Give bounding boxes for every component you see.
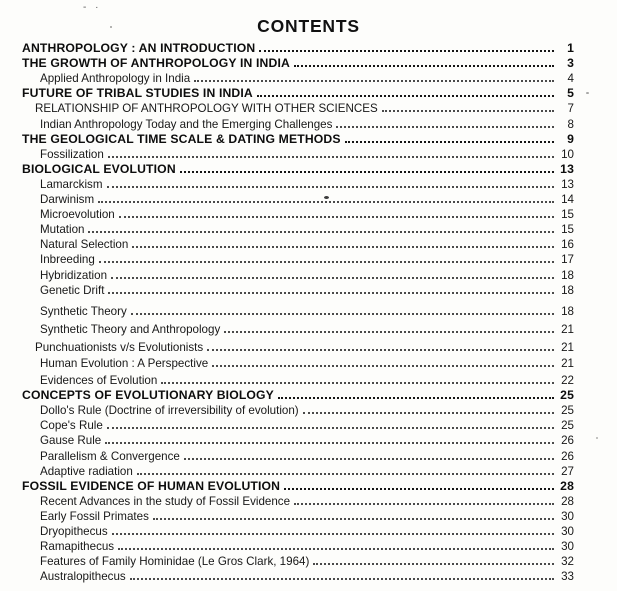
dot-leader (112, 533, 554, 535)
dot-leader (107, 186, 555, 188)
toc-entry (22, 282, 574, 297)
scan-speck (586, 92, 589, 94)
toc-entry-label: Ramapithecus (40, 540, 115, 554)
toc-entry-page: 28 (560, 478, 574, 493)
toc-entry-label: Gause Rule (40, 434, 102, 448)
dot-leader (98, 201, 554, 203)
toc-entry (22, 251, 574, 266)
toc-entry-page: 25 (561, 404, 574, 418)
toc-entry-label: FOSSIL EVIDENCE OF HUMAN EVOLUTION (22, 478, 281, 493)
toc-entry-page: 7 (567, 102, 574, 116)
toc-entry (22, 355, 574, 370)
dot-leader (284, 488, 554, 490)
toc-entry (22, 115, 574, 130)
dot-leader (108, 156, 554, 158)
dot-leader (184, 458, 554, 460)
toc-entry (22, 40, 574, 55)
toc-entry-label: Evidences of Evolution (40, 374, 158, 388)
toc-list (22, 40, 574, 583)
toc-entry (22, 387, 574, 402)
toc-entry-label: RELATIONSHIP OF ANTHROPOLOGY WITH OTHER SCIENCES (35, 102, 378, 116)
toc-entry (22, 568, 574, 583)
toc-entry-page: 30 (561, 525, 574, 538)
toc-entry (22, 161, 574, 176)
toc-entry (22, 493, 574, 508)
toc-entry-label: FUTURE OF TRIBAL STUDIES IN INDIA (22, 86, 253, 101)
toc-entry (22, 266, 574, 281)
toc-entry-label: ANTHROPOLOGY : AN INTRODUCTION (22, 41, 256, 56)
toc-entry-label: BIOLOGICAL EVOLUTION (22, 161, 176, 176)
toc-entry-label: Dryopithecus (40, 525, 108, 538)
dot-leader (194, 80, 554, 82)
toc-entry (22, 191, 574, 206)
dot-leader (107, 427, 554, 429)
toc-entry-page: 1 (567, 41, 574, 56)
dot-leader (137, 473, 554, 475)
dot-leader (153, 518, 554, 520)
toc-entry-page: 22 (561, 374, 574, 388)
dot-leader (382, 110, 554, 112)
page-title: CONTENTS (257, 15, 360, 36)
toc-entry-page: 30 (561, 540, 574, 554)
toc-entry (22, 523, 574, 538)
toc-entry-page: 21 (561, 356, 574, 370)
toc-entry (22, 372, 574, 387)
toc-entry-label: Applied Anthropology in India (40, 72, 191, 86)
scan-speck (324, 196, 329, 199)
toc-entry (22, 131, 574, 146)
toc-entry (22, 206, 574, 221)
toc-entry-label: Mutation (40, 223, 85, 237)
toc-entry-label: Dollo's Rule (Doctrine of irreversibility of evolution) (40, 404, 299, 418)
dot-leader (294, 65, 554, 67)
toc-entry-page: 13 (560, 161, 574, 176)
toc-entry-label: Synthetic Theory and Anthropology (40, 322, 221, 336)
toc-entry-page: 25 (560, 388, 574, 403)
toc-entry-page: 26 (561, 434, 574, 448)
dot-leader (161, 382, 554, 384)
toc-entry-page: 26 (561, 449, 574, 463)
toc-entry-page: 13 (561, 177, 574, 191)
scan-speck (110, 26, 112, 28)
toc-entry-page: 18 (561, 304, 574, 318)
toc-entry (22, 402, 574, 417)
toc-entry-page: 27 (561, 464, 574, 478)
dot-leader (336, 126, 554, 128)
toc-entry-page: 14 (561, 193, 574, 207)
toc-entry-label: Australopithecus (40, 570, 126, 584)
toc-entry-label: Hybridization (40, 268, 108, 282)
toc-entry-label: Inbreeding (40, 253, 95, 267)
toc-entry (22, 508, 574, 523)
toc-entry-label: Indian Anthropology Today and the Emerging Challenges (40, 117, 333, 131)
toc-entry (22, 478, 574, 493)
toc-entry (22, 447, 574, 462)
toc-entry (22, 236, 574, 251)
toc-entry-page: 32 (561, 555, 574, 569)
toc-entry-page: 17 (561, 253, 574, 267)
toc-entry (22, 463, 574, 478)
dot-leader (313, 563, 554, 565)
dot-leader (88, 231, 554, 233)
toc-entry-page: 9 (567, 131, 574, 146)
toc-entry-page: 10 (561, 147, 574, 161)
toc-entry-page: 18 (561, 268, 574, 282)
toc-entry-page: 8 (567, 117, 574, 131)
dot-leader (294, 503, 554, 505)
toc-entry (22, 146, 574, 161)
toc-entry-page: 25 (561, 419, 574, 433)
toc-entry (22, 100, 574, 115)
dot-leader (111, 277, 554, 279)
dot-leader (259, 50, 554, 52)
toc-entry-page: 28 (561, 494, 574, 508)
toc-entry-page: 16 (561, 238, 574, 252)
toc-entry (22, 85, 574, 100)
dot-leader (278, 397, 554, 399)
toc-entry-label: Early Fossil Primates (40, 509, 149, 523)
toc-entry (22, 55, 574, 70)
toc-entry-page: 5 (567, 86, 574, 101)
toc-entry-label: CONCEPTS OF EVOLUTIONARY BIOLOGY (22, 388, 274, 403)
toc-entry-label: Genetic Drift (40, 283, 105, 297)
dot-leader (130, 578, 554, 580)
toc-entry (22, 339, 574, 354)
toc-entry-page: 30 (561, 509, 574, 523)
toc-entry-label: Recent Advances in the study of Fossil Evidence (40, 494, 291, 508)
dot-leader (99, 261, 554, 263)
toc-entry-label: Darwinism (40, 193, 95, 207)
scan-speck (596, 437, 598, 439)
toc-entry (22, 221, 574, 236)
toc-entry (22, 553, 574, 568)
scan-artifact-mark: - · (83, 2, 102, 13)
toc-entry (22, 70, 574, 85)
toc-entry-page: 4 (567, 72, 574, 86)
dot-leader (119, 216, 554, 218)
dot-leader (180, 171, 554, 173)
toc-entry-page: 21 (561, 322, 574, 336)
toc-entry (22, 321, 574, 336)
toc-entry-label: Fossilization (40, 147, 104, 161)
dot-leader (108, 292, 554, 294)
toc-entry-page: 18 (561, 283, 574, 297)
toc-entry-label: Cope's Rule (40, 419, 103, 433)
toc-entry-label: Human Evolution : A Perspective (40, 356, 209, 370)
toc-entry-label: THE GEOLOGICAL TIME SCALE & DATING METHODS (22, 131, 341, 146)
dot-leader (212, 365, 554, 367)
dot-leader (257, 95, 554, 97)
toc-entry-label: Synthetic Theory (40, 304, 127, 318)
toc-entry-page: 15 (561, 223, 574, 237)
toc-entry-label: Microevolution (40, 208, 115, 222)
toc-entry-page: 15 (561, 208, 574, 222)
toc-entry-label: THE GROWTH OF ANTHROPOLOGY IN INDIA (22, 56, 290, 71)
toc-entry-label: Natural Selection (40, 238, 129, 252)
toc-entry-label: Parallelism & Convergence (40, 449, 180, 463)
toc-entry-label: Adaptive radiation (40, 464, 133, 478)
toc-entry-label: Features of Family Hominidae (Le Gros Clark, 1964) (40, 555, 310, 569)
toc-entry-page: 33 (561, 570, 574, 584)
toc-entry-label: Punchuationists v/s Evolutionists (35, 340, 204, 354)
dot-leader (224, 331, 554, 333)
dot-leader (207, 349, 554, 351)
toc-entry-page: 21 (561, 340, 574, 354)
toc-entry-label: Lamarckism (40, 177, 103, 191)
toc-entry (22, 176, 574, 191)
dot-leader (118, 548, 554, 550)
toc-entry (22, 538, 574, 553)
dot-leader (132, 246, 554, 248)
dot-leader (303, 412, 554, 414)
toc-entry (22, 303, 574, 318)
toc-entry-page: 3 (567, 56, 574, 71)
dot-leader (105, 442, 554, 444)
toc-entry (22, 432, 574, 447)
dot-leader (345, 141, 554, 143)
dot-leader (131, 313, 554, 315)
toc-entry (22, 417, 574, 432)
